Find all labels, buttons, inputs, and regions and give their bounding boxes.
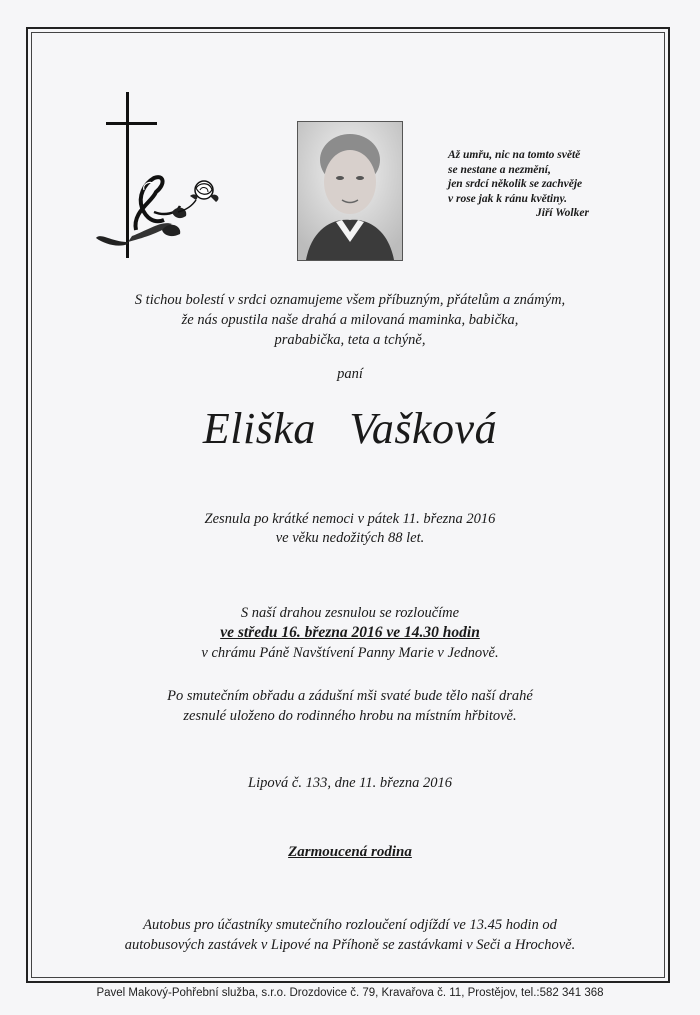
announcement-line: prababička, teta a tchýně, [274,332,426,348]
poem [448,148,648,221]
burial-line: Po smutečním obřadu a zádušní mši svaté bude tělo naší drahé [167,688,533,704]
burial-info [40,686,660,726]
bus-line: Autobus pro účastníky smutečního rozloučení odjíždí ve 13.45 hodin od [143,917,557,933]
funeral-service-footer: Pavel Makový-Pohřební služba, s.r.o. Drozdovice č. 79, Kravařova č. 11, Prostějov, tel.:582 341 368 [96,987,604,999]
signature-family: Zarmoucená rodina [288,844,412,860]
death-line: Zesnula po krátké nemoci v pátek 11. března 2016 [204,511,496,527]
announcement-line: S tichou bolestí v srdci oznamujeme všem příbuzným, přátelům a známým, [134,292,566,308]
farewell-info [40,603,660,663]
poem-line: se nestane a nezmění, [448,163,551,176]
poem-line: v rose jak k ránu květiny. [448,192,568,205]
bus-info [40,915,660,955]
farewell-date: ve středu 16. března 2016 ve 14.30 hodin [220,624,480,641]
place-and-date: Lipová č. 133, dne 11. března 2016 [248,775,452,791]
poem-author: Jiří Wolker [536,207,589,219]
announcement-text [40,290,660,350]
farewell-intro: S naší drahou zesnulou se rozloučíme [240,605,460,621]
farewell-location: v chrámu Páně Navštívení Panny Marie v Jednově. [201,645,499,661]
salutation: paní [337,366,363,382]
deceased-name: Eliška Vašková [202,404,498,453]
cross-with-ribbon-and-rose-icon [92,92,232,262]
bus-line: autobusových zastávek v Lipové na Příhoně se zastávkami v Seči a Hrochově. [124,937,576,953]
burial-line: zesnulé uloženo do rodinného hrobu na místním hřbitově. [183,708,517,724]
poem-line: jen srdcí několik se zachvěje [448,178,583,190]
announcement-line: že nás opustila naše drahá a milovaná maminka, babička, [181,312,519,328]
portrait-photo [297,121,403,261]
poem-line: Až umřu, nic na tomto světě [448,149,581,161]
death-line: ve věku nedožitých 88 let. [275,530,425,546]
death-details [40,510,660,548]
